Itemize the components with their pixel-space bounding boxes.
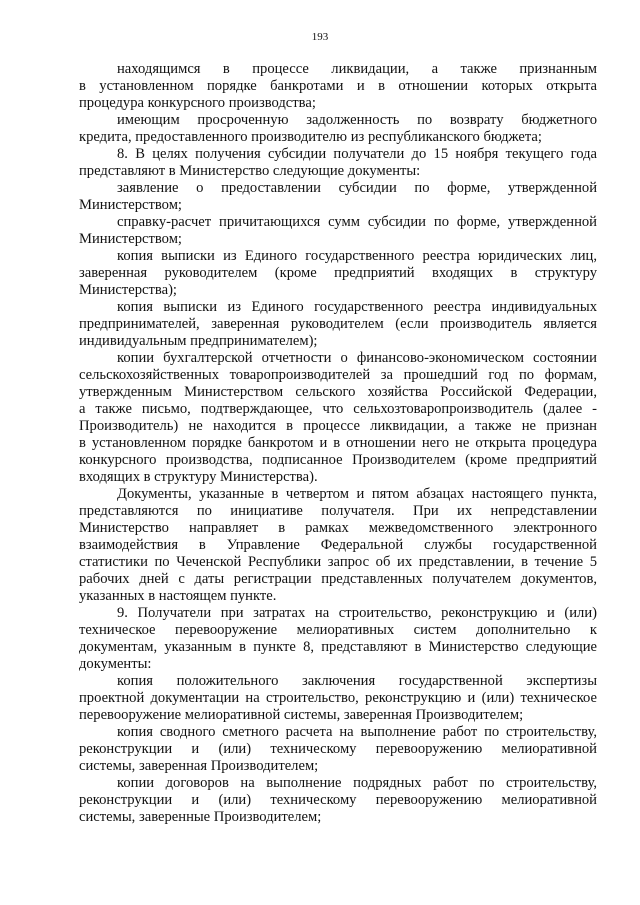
text-line: указанных в настоящем пункте. bbox=[79, 588, 277, 604]
paragraph bbox=[79, 248, 597, 299]
text-line: предпринимателей, заверенная руководителем (если производитель является bbox=[79, 316, 597, 332]
text-line: Документы, указанные в четвертом и пятом абзацах настоящего пункта, bbox=[117, 486, 597, 502]
paragraph bbox=[79, 673, 597, 724]
paragraph bbox=[79, 180, 597, 214]
text-line: имеющим просроченную задолженность по возврату бюджетного bbox=[117, 112, 597, 128]
text-line: копии бухгалтерской отчетности о финансово-экономическом состоянии bbox=[117, 350, 597, 366]
text-line: находящимся в процессе ликвидации, а также признанным bbox=[117, 61, 597, 77]
text-line: 9. Получатели при затратах на строительство, реконструкцию и (или) bbox=[117, 605, 597, 621]
document-body bbox=[79, 61, 597, 826]
text-line: 8. В целях получения субсидии получатели до 15 ноября текущего года bbox=[117, 146, 597, 162]
text-line: в установленном порядке банкротом и в отношении него не открыта процедура bbox=[79, 435, 597, 451]
paragraph bbox=[79, 350, 597, 486]
page-number: 193 bbox=[311, 31, 329, 43]
text-line: копии договоров на выполнение подрядных работ по строительству, bbox=[117, 775, 597, 791]
text-line: представляются по инициативе получателя. При их непредставлении bbox=[79, 503, 597, 519]
text-line: входящих в структуру Министерства). bbox=[79, 469, 318, 485]
text-line: индивидуальным предпринимателем); bbox=[79, 333, 318, 349]
paragraph bbox=[79, 605, 597, 673]
text-line: копия выписки из Единого государственного реестра индивидуальных bbox=[117, 299, 597, 315]
paragraph bbox=[79, 61, 597, 112]
paragraph bbox=[79, 299, 597, 350]
text-line: Министерство направляет в рамках межведомственного электронного bbox=[79, 520, 597, 536]
text-line: реконструкции и (или) техническому перевооружению мелиоративной bbox=[79, 741, 597, 757]
text-line: процедура конкурсного производства; bbox=[79, 95, 316, 111]
text-line: Производитель) не находится в процессе ликвидации, а также не признан bbox=[79, 418, 597, 434]
text-line: заверенная руководителем (кроме предприятий входящих в структуру bbox=[79, 265, 597, 281]
text-line: утвержденным Министерством сельского хозяйства Российской Федерации, bbox=[79, 384, 597, 400]
text-line: статистики по Чеченской Республики запрос об их представлении, в течение 5 bbox=[79, 554, 597, 570]
paragraph bbox=[79, 486, 597, 605]
text-line: проектной документации на строительство, реконструкцию и (или) техническое bbox=[79, 690, 597, 706]
text-line: системы, заверенная Производителем; bbox=[79, 758, 319, 774]
text-line: представляют в Министерство следующие документы: bbox=[79, 163, 421, 179]
text-line: копия положительного заключения государственной экспертизы bbox=[117, 673, 597, 689]
paragraph bbox=[79, 775, 597, 826]
text-line: в установленном порядке банкротами и в отношении которых открыта bbox=[79, 78, 597, 94]
text-line: кредита, предоставленного производителю из республиканского бюджета; bbox=[79, 129, 542, 145]
text-line: рабочих дней с даты регистрации представленных получателем документов, bbox=[79, 571, 597, 587]
paragraph bbox=[79, 214, 597, 248]
text-line: документам, указанным в пункте 8, представляют в Министерство следующие bbox=[79, 639, 597, 655]
text-line: Министерством; bbox=[79, 197, 182, 213]
paragraph bbox=[79, 724, 597, 775]
text-line: а также письмо, подтверждающее, что сельхозтоваропроизводитель (далее - bbox=[79, 401, 597, 417]
text-line: реконструкции и (или) техническому перевооружению мелиоративной bbox=[79, 792, 597, 808]
text-line: системы, заверенные Производителем; bbox=[79, 809, 322, 825]
text-line: Министерства); bbox=[79, 282, 177, 298]
text-line: конкурсного производства, подписанное Производителем (кроме предприятий bbox=[79, 452, 597, 468]
text-line: документы: bbox=[79, 656, 152, 672]
text-line: заявление о предоставлении субсидии по форме, утвержденной bbox=[117, 180, 597, 196]
text-line: справку-расчет причитающихся сумм субсидии по форме, утвержденной bbox=[117, 214, 597, 230]
text-line: техническое перевооружение мелиоративных систем дополнительно к bbox=[79, 622, 597, 638]
text-line: взаимодействия в Управление Федеральной службы государственной bbox=[79, 537, 597, 553]
paragraph bbox=[79, 112, 597, 146]
text-line: копия сводного сметного расчета на выполнение работ по строительству, bbox=[117, 724, 597, 740]
text-line: перевооружение мелиоративной системы, заверенная Производителем; bbox=[79, 707, 524, 723]
text-line: Министерством; bbox=[79, 231, 182, 247]
text-line: копия выписки из Единого государственного реестра юридических лиц, bbox=[117, 248, 597, 264]
text-line: сельскохозяйственных товаропроизводителей за прошедший год по формам, bbox=[79, 367, 597, 383]
paragraph bbox=[79, 146, 597, 180]
